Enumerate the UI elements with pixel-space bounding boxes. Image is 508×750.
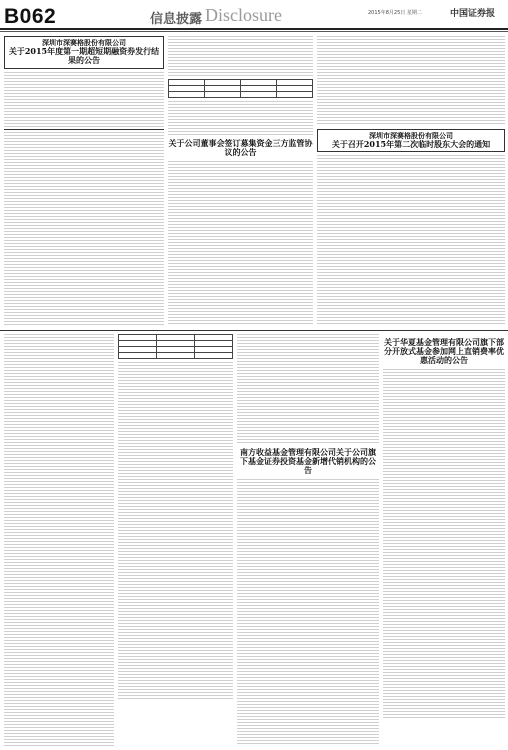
issue-date: 2015年8月25日 星期二 — [368, 10, 422, 16]
article-body — [168, 161, 313, 326]
article-body — [118, 362, 233, 700]
article-body — [317, 155, 505, 325]
data-table — [118, 334, 233, 359]
divider — [4, 129, 164, 130]
company-name: 深圳市深赛格股份有限公司 — [42, 38, 126, 47]
page-header — [0, 0, 508, 34]
section-title: 信息披露 — [150, 12, 203, 27]
article-header — [383, 338, 505, 365]
header-rule-thin — [0, 31, 508, 32]
article-header — [4, 36, 164, 69]
article-body — [168, 101, 313, 135]
data-table — [168, 79, 313, 98]
article-midleft-bottom — [118, 334, 233, 746]
article-left-bottom — [4, 334, 114, 746]
article-header — [237, 448, 379, 475]
article-header — [168, 139, 313, 157]
article-middle-bottom — [237, 334, 379, 746]
section-title-en: Disclosure — [205, 5, 282, 25]
article-header — [317, 129, 505, 152]
article-body — [383, 369, 505, 719]
announcement-title: 关于2015年度第一期超短期融资券发行结果的公告 — [8, 46, 160, 65]
article-mid-top — [168, 36, 313, 326]
article-body — [4, 72, 164, 127]
article-right-top — [317, 36, 505, 326]
header-rule — [0, 28, 508, 30]
announcement-title: 关于公司董事会签订募集资金三方监管协议的公告 — [168, 138, 313, 157]
article-right-bottom — [383, 334, 505, 746]
article-body — [237, 479, 379, 746]
article-body — [4, 334, 114, 746]
company-name: 深圳市深赛格股份有限公司 — [369, 131, 453, 140]
article-body — [317, 36, 505, 126]
article-body — [168, 36, 313, 76]
article-left-top — [4, 36, 164, 326]
page-number: B062 — [4, 5, 57, 28]
announcement-title: 关于召开2015年第二次临时股东大会的通知 — [331, 139, 491, 149]
article-body — [4, 132, 164, 326]
article-body — [237, 334, 379, 444]
section-divider — [0, 330, 508, 331]
newspaper-name: 中国证券报 — [450, 9, 496, 19]
announcement-title: 南方收益基金管理有限公司关于公司旗下基金证券投资基金新增代销机构的公告 — [240, 447, 376, 475]
announcement-title: 关于华夏基金管理有限公司旗下部分开放式基金参加网上直销费率优惠活动的公告 — [384, 337, 504, 365]
